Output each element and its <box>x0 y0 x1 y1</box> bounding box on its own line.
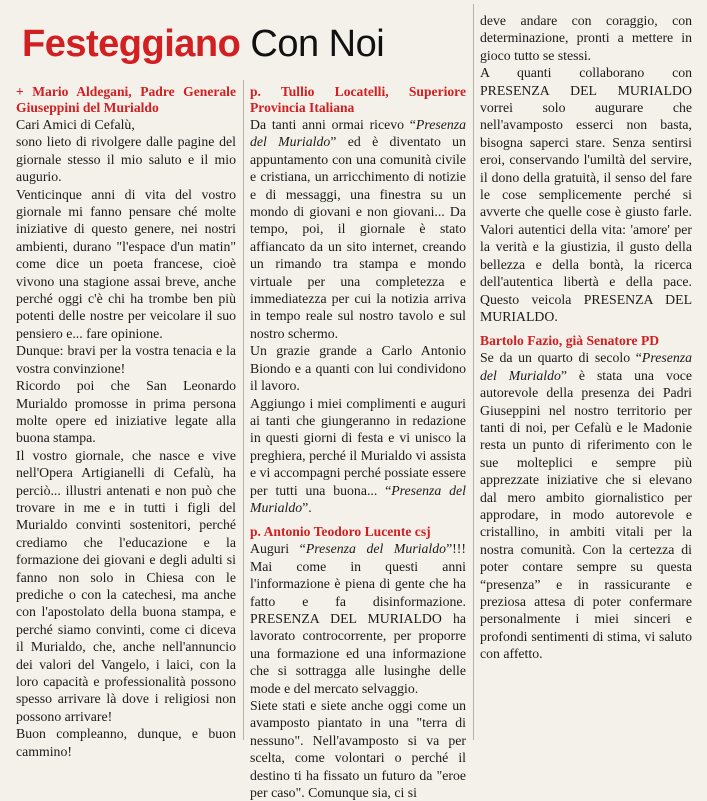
paragraph: Siete stati e siete anche oggi come un avamposto piantato in una "terra di nessuno". Nell'avamposto si va per scelta, come volontari o perché il destino ti ha fissato un futuro da "eroe per caso". Comunque sia, ci si <box>250 698 466 801</box>
paragraph: Cari Amici di Cefalù, <box>16 117 135 132</box>
column-3 <box>480 12 692 663</box>
paragraph: Buon compleanno, dunque, e buon cammino! <box>16 726 236 759</box>
paragraph: Se da un quarto di secolo “Presenza del Murialdo” è stata una voce autorevole della presenza dei Padri Giuseppini nel nostro territorio per tanti di noi, per Cefalù e le Madonie resta un punto di riferimento con le sue molteplici e sempre più apprezzate iniziative che si elevano dal mero ambito giornalistico per approdare, in modo autorevole e cristallino, in ambiti vitali per la nostra comunità. Con la certezza di poter contare sempre su questa “presenza” e in rassicurante e preziosa attesa di poter confermare personalmente i miei sinceri e profondi sentimenti di stima, vi saluto con affetto. <box>480 350 692 662</box>
column-2 <box>250 84 466 801</box>
magazine-name: Presenza del Murialdo <box>250 482 466 515</box>
paragraph: Auguri “Presenza del Murialdo”!!! Mai come in questi anni l'informazione è piena di gente che ha fatto e fa disinformazione. PRESENZA DEL MURIALDO ha lavorato controcorrente, per proporre una formazione ed una informazione che si sottragga alle lusinghe delle mode e del mercato selvaggio. <box>250 541 466 696</box>
paragraph: A quanti collaborano con PRESENZA DEL MURIALDO vorrei solo augurare che nell'avamposto esserci non basta, bisogna saperci stare. Senza sentirsi eroi, conservando l'umiltà del servire, il dono della gratuità, il senso del fare le cose semplicemente perché si avverte che quelle cose è giusto farle. Valori autentici della vita: 'amore' per la verità e la giustizia, il gusto della bellezza e della bontà, la ricerca dell'autentica libertà e della pace. Questo veicola PRESENZA DEL MURIALDO. <box>480 65 692 324</box>
author-heading-aldegani: + Mario Aldegani, Padre Generale Giuseppini del Murialdo <box>16 84 236 115</box>
magazine-name: Presenza del Murialdo <box>480 350 692 383</box>
page-title <box>22 18 462 70</box>
author-heading-lucente: p. Antonio Teodoro Lucente csj <box>250 524 431 540</box>
title-part2: Con Noi <box>250 23 385 65</box>
column-divider-1 <box>243 80 244 740</box>
column-divider-2 <box>473 4 474 740</box>
paragraph: Un grazie grande a Carlo Antonio Biondo e a quanti con lui condividono il lavoro. <box>250 343 466 394</box>
magazine-name: Presenza del Murialdo <box>305 541 447 557</box>
paragraph: Da tanti anni ormai ricevo “Presenza del Murialdo” ed è diventato un appuntamento con una comunità civile e cristiana, un arricchimento di notizie e di messaggi, una finestra su un mondo di giovani e non giovani... Da tempo, poi, il giornale è stato affiancato da un sito internet, creando un rimando tra stampa e mondo virtuale per una completezza e immediatezza per cui la notizia arriva in tempo reale sul nostro tavolo e sul nostro schermo. <box>250 117 466 341</box>
author-heading-locatelli: p. Tullio Locatelli, Superiore Provincia Italiana <box>250 84 466 115</box>
column-1 <box>16 84 236 760</box>
paragraph: sono lieto di rivolgere dalle pagine del giornale stesso il mio saluto e il mio augurio. <box>16 134 236 185</box>
paragraph: Ricordo poi che San Leonardo Murialdo promosse in prima persona molte opere ed iniziative legate alla buona stampa. <box>16 378 236 446</box>
paragraph: Venticinque anni di vita del vostro giornale mi fanno pensare ché molte iniziative di questo genere, nei nostri ambienti, durano "l'espace d'un matin" come dice un poeta francese, cioè vivono una stagione assai breve, anche perché oggi c'è chi ha trombe ben più potenti delle nostre per veicolare il suo pensiero e... fare opinione. <box>16 186 236 341</box>
paragraph: Dunque: bravi per la vostra tenacia e la vostra convinzione! <box>16 343 236 376</box>
paragraph: deve andare con coraggio, con determinazione, pronti a mettere in gioco tutto se stessi. <box>480 13 692 63</box>
magazine-name: Presenza del Murialdo <box>250 117 466 150</box>
paragraph: Aggiungo i miei complimenti e auguri ai tanti che giungeranno in redazione in questi giorni di festa e vi unisco la preghiera, perché il Murialdo vi assista e vi accompagni perché possiate essere per tutti una buona... “Presenza del Murialdo”. <box>250 395 466 515</box>
title-part1: Festeggiano <box>22 23 241 65</box>
author-heading-fazio: Bartolo Fazio, già Senatore PD <box>480 333 660 349</box>
paragraph: Il vostro giornale, che nasce e vive nell'Opera Artigianelli di Cefalù, ha perciò... illustri antenati e non può che trovare in me e in tutti i figli del Murialdo convinti sostenitori, perché crediamo che l'educazione e la formazione dei giovani e degli adulti si fanno non solo in Chiesa con le prediche o con la catechesi, ma anche con l'apostolato della buona stampa, e perché siamo convinti, come ci diceva il Murialdo, che, anche nell'annuncio dei valori del Vangelo, i laici, con la loro capacità e professionalità possono spesso arrivare là dove i religiosi non possono arrivare! <box>16 447 236 724</box>
